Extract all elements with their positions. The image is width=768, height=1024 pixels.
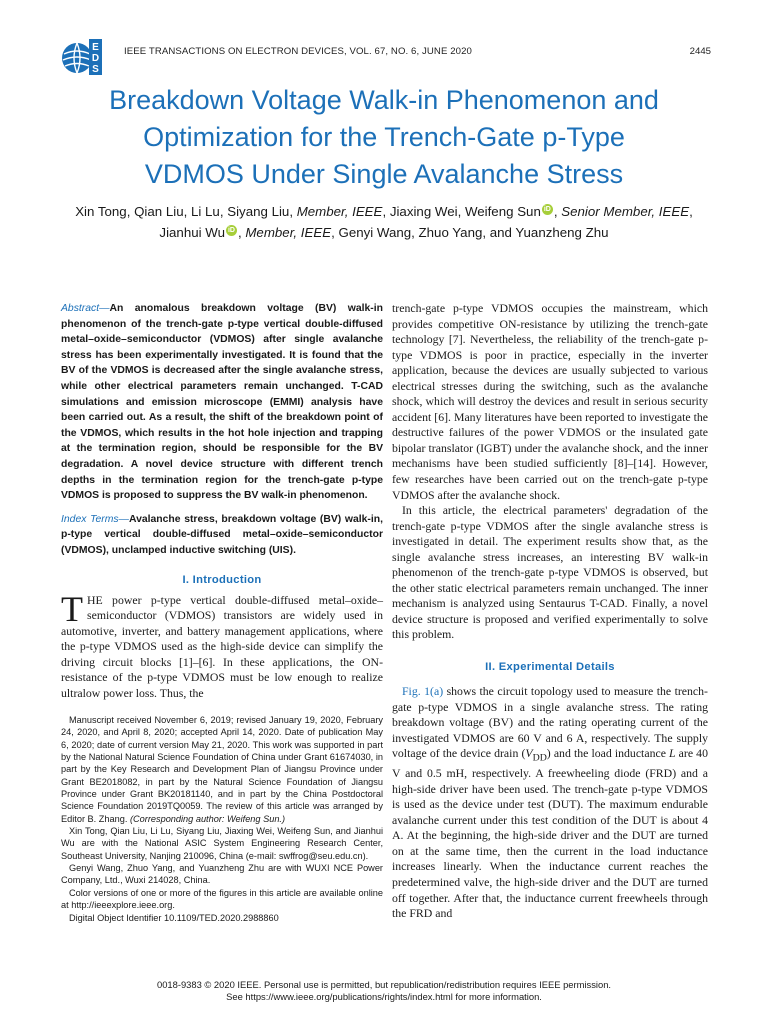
author-membership: Member, IEEE bbox=[296, 204, 383, 219]
footnote-manuscript bbox=[61, 714, 383, 825]
section-heading-introduction: I. Introduction bbox=[182, 573, 262, 586]
symbol-l: L bbox=[669, 746, 676, 761]
index-terms-text: Avalanche stress, breakdown voltage (BV) walk-in, p-type vertical double-diffused metal–oxide–semiconductor (VDMOS), unclamped inductive switching (UIS). bbox=[61, 513, 383, 556]
author-names: Jianhui Wu bbox=[159, 225, 225, 240]
author-names: Xin Tong, Qian Liu, Li Lu, Siyang Liu, bbox=[75, 204, 297, 219]
svg-text:D: D bbox=[91, 53, 100, 64]
copyright-line: 0018-9383 © 2020 IEEE. Personal use is permitted, but republication/redistribution requires IEEE permission. bbox=[156, 979, 612, 990]
section-heading-experimental: II. Experimental Details bbox=[485, 661, 615, 674]
index-terms bbox=[61, 512, 383, 559]
orcid-icon[interactable]: iD bbox=[227, 227, 235, 234]
body-text: ) and the load inductance bbox=[546, 746, 670, 761]
footnotes bbox=[61, 714, 383, 924]
author-membership: Member, IEEE bbox=[245, 225, 332, 240]
title-line: VDMOS Under Single Avalanche Stress bbox=[144, 159, 624, 189]
author-names: , Jiaxing Wei, Weifeng Sun bbox=[382, 204, 541, 219]
abstract bbox=[61, 301, 383, 504]
footnote-affiliation: Genyi Wang, Zhuo Yang, and Yuanzheng Zhu are with WUXI NCE Power Company, Ltd., Wuxi 214028, China. bbox=[61, 863, 383, 886]
author-sep: , bbox=[553, 204, 562, 219]
intro-paragraph bbox=[61, 588, 383, 702]
body-paragraph bbox=[392, 684, 708, 922]
body-paragraph: trench-gate p-type VDMOS occupies the mainstream, which provides competitive ON-resistance by utilizing the trench-gate technology [7]. Nevertheless, the reliability of the trench-gate p-type VDMOS is poor in practice, especially in the inverter application, because the devices are usually subjected to various electrical stresses during the switching, such as the avalanche shock, which will destroy the devices and result in serious security accident [6]. Many literatures have been reported to investigate the destructive failures of the power VDMOS or the insulated gate bipolar translator (IGBT) under the avalanche shock, and the inner mechanisms have been studied sufficiently [8]–[14]. However, few researches have been carried out on the trench-gate p-type VDMOS after the avalanche shock. bbox=[392, 301, 708, 502]
footnote-doi: Digital Object Identifier 10.1109/TED.2020.2988860 bbox=[69, 912, 279, 923]
author-sep: , bbox=[237, 225, 246, 240]
svg-text:E: E bbox=[92, 42, 99, 53]
body-text: are 40 V and 0.5 mH, respectively. A freewheeling diode (FRD) and a high-side driver have been used. The trench-gate p-type VDMOS is used as the device under test (DUT). The maximum endurable avalanche current under this test condition of the DUT is about 4 A. At the beginning, the high-side driver and the DUT are turned on at the same time, then the current in the load inductance increases linearly. When the inductance current reaches the predetermined valve, the high-side driver and the DUT are turned off together. After that, the inductance current freewheels through the FRD and bbox=[392, 746, 708, 921]
abstract-text: An anomalous breakdown voltage (BV) walk-in phenomenon of the trench-gate p-type vertical double-diffused metal–oxide–semiconductor (VDMOS) after single avalanche stress has been experimentally investigated. It is found that the BV of the VDMOS is decreased after the single avalanche stress, while other electrical parameters remain unchanged. T-CAD simulations and emission microscope (EMMI) analysis have been carried out. As a result, the shift of the breakdown point of the VDMOS, which results in the hot hole injection and trapping at the termination region, should be responsible for the BV degradation. A novel device structure with different trench depths in the termination region for the trench-gate p-type VDMOS is proposed to suppress the BV walk-in phenomenon. bbox=[61, 303, 383, 502]
eds-logo bbox=[58, 36, 120, 78]
author-names: , Genyi Wang, Zhuo Yang, and Yuanzheng Zhu bbox=[331, 225, 609, 240]
paper-title bbox=[40, 82, 728, 193]
footnote-text: Manuscript received November 6, 2019; revised January 19, 2020, February 24, 2020, and April 8, 2020; accepted April 14, 2020. Date of publication May 6, 2020; date of current version May 21, 2020. This work was supported in part by the National Natural Science Foundation of China under Grant 61674030, in part by the Key Research and Development Plan of Jiangsu Province under Grant BE2018082, in part by the Natural Science Foundation of Jiangsu Province under Grant BK20181140, and in part by the China Postdoctoral Science Foundation 2019TQ0059. The review of this article was arranged by Editor B. Zhang. bbox=[61, 715, 383, 824]
svg-text:S: S bbox=[92, 64, 99, 75]
corresponding-author: (Corresponding author: Weifeng Sun.) bbox=[129, 813, 286, 824]
left-column bbox=[61, 301, 383, 701]
page-number: 2445 bbox=[689, 46, 711, 57]
drop-cap: T bbox=[61, 588, 83, 629]
author-membership: Senior Member, IEEE bbox=[561, 204, 690, 219]
running-head: IEEE TRANSACTIONS ON ELECTRON DEVICES, VOL. 67, NO. 6, JUNE 2020 bbox=[124, 46, 472, 57]
title-line: Optimization for the Trench-Gate p-Type bbox=[143, 122, 625, 152]
author-line bbox=[40, 201, 728, 222]
footnote-color-versions: Color versions of one or more of the figures in this article are available online at http://ieeexplore.ieee.org. bbox=[61, 887, 383, 911]
copyright-line: See https://www.ieee.org/publications/rights/index.html for more information. bbox=[226, 991, 542, 1002]
body-paragraph: In this article, the electrical parameters' degradation of the trench-gate p-type VDMOS after the single avalanche stress is investigated in detail. The experiment results show that, as the single avalanche stress increases, an interesting BV walk-in phenomenon of the trench-gate p-type VDMOS is observed, but the other static electrical parameters remain unchanged. The inner mechanism is analyzed using Sentaurus T-CAD. Finally, a novel device structure is proposed and verified experimentally to solve this problem. bbox=[392, 503, 708, 642]
symbol-subscript: DD bbox=[532, 752, 547, 764]
author-list bbox=[40, 201, 728, 243]
index-terms-label: Index Terms— bbox=[61, 513, 129, 525]
right-column bbox=[392, 301, 708, 922]
title-line: Breakdown Voltage Walk-in Phenomenon and bbox=[109, 85, 659, 115]
author-sep: , bbox=[689, 204, 693, 219]
footnote-affiliation: Xin Tong, Qian Liu, Li Lu, Siyang Liu, Jiaxing Wei, Weifeng Sun, and Jianhui Wu are with the National ASIC System Engineering Research Center, Southeast University, Nanjing 210096, China (e-mail: swffrog@seu.edu.cn). bbox=[61, 826, 383, 861]
copyright-notice bbox=[0, 979, 768, 1003]
intro-text: HE power p-type vertical double-diffused metal–oxide–semiconductor (VDMOS) transistors are widely used in automotive, inverter, and battery management applications, where the p-type VDMOS used as the high-side device can simplify the driving circuit blocks [1]–[6]. In these applications, the ON-resistance of the p-type VDMOS must be low enough to realize ultralow power loss. Thus, the bbox=[61, 592, 383, 700]
abstract-label: Abstract— bbox=[61, 303, 110, 314]
symbol-v: V bbox=[525, 746, 533, 761]
orcid-icon[interactable]: iD bbox=[543, 206, 551, 213]
figure-link[interactable]: Fig. 1(a) bbox=[402, 684, 444, 699]
body-text: shows the circuit topology used to measure the trench-gate p-type VDMOS in a single avalanche stress. The rating breakdown voltage (BV) and the rating operating current of the investigated VDMOS are 60 V and 6 A, respectively. The supply voltage of the device drain ( bbox=[392, 684, 708, 761]
author-line bbox=[40, 222, 728, 243]
